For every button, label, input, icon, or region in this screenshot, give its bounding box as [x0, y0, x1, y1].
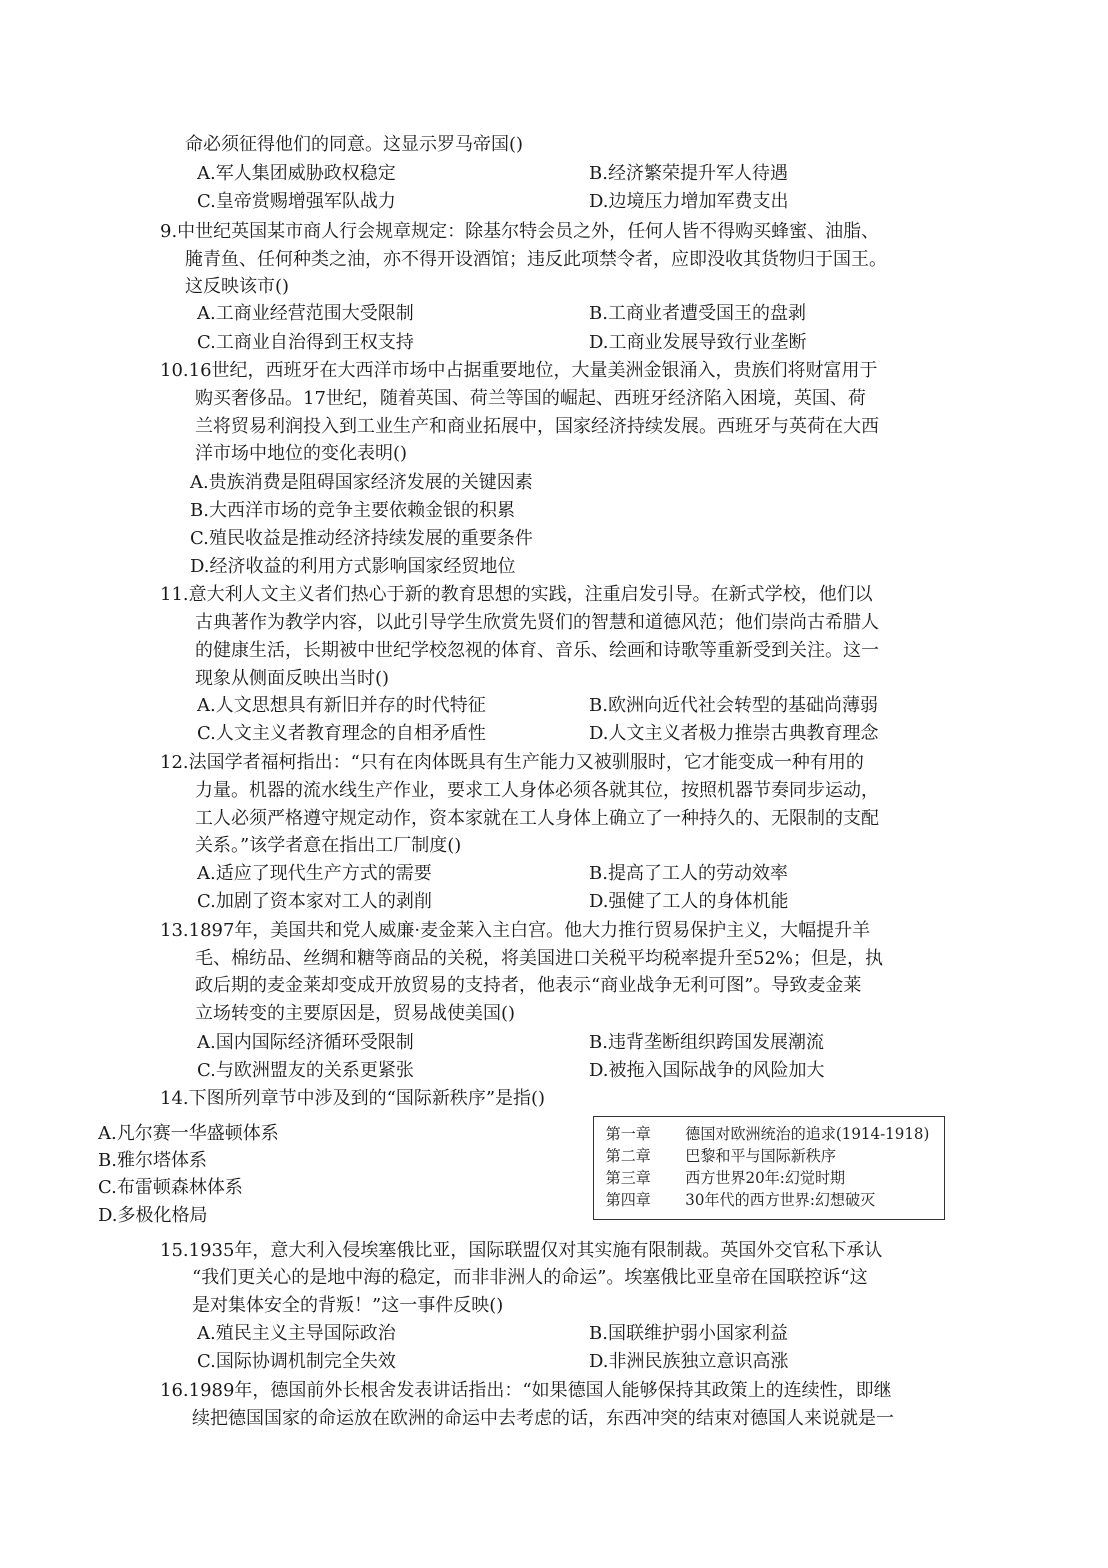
q10-stem-line-1: 10.16世纪，西班牙在大西洋市场中占据重要地位，大量美洲金银涌入，贵族们将财富用于 — [160, 360, 878, 381]
q12-stem-line-2: 力量。机器的流水线生产作业，要求工人身体必须各就其位，按照机器节奏同步运动， — [195, 780, 879, 801]
chapter-title: 巴黎和平与国际新秩序 — [685, 1147, 836, 1165]
q9-stem-line-1: 9.中世纪英国某市商人行会规章规定：除基尔特会员之外，任何人皆不得购买蜂蜜、油脂、 — [160, 221, 880, 242]
chapter-title: 西方世界20年:幻觉时期 — [685, 1169, 846, 1187]
q11-stem-line-4: 现象从侧面反映出当时() — [195, 668, 390, 689]
q9-stem-line-3: 这反映该市() — [185, 276, 290, 297]
q8-option-a[interactable]: A.军人集团威胁政权稳定 — [197, 163, 396, 184]
q11-stem-line-1: 11.意大利人文主义者们热心于新的教育思想的实践，注重启发引导。在新式学校，他们以 — [160, 584, 873, 605]
q8-option-c[interactable]: C.皇帝赏赐增强军队战力 — [197, 191, 396, 212]
q11-option-a[interactable]: A.人文思想具有新旧并存的时代特征 — [197, 695, 486, 716]
q11-option-b[interactable]: B.欧洲向近代社会转型的基础尚薄弱 — [589, 695, 878, 716]
q15-option-d[interactable]: D.非洲民族独立意识高涨 — [589, 1351, 789, 1372]
figure-chapter-row — [594, 1123, 934, 1145]
q13-stem-line-1: 13.1897年，美国共和党人威廉·麦金莱入主白宫。他大力推行贸易保护主义，大幅提升羊 — [160, 920, 871, 941]
q11-stem-line-2: 古典著作为教学内容，以此引导学生欣赏先贤们的智慧和道德风范；他们崇尚古希腊人 — [195, 612, 879, 633]
q13-option-c[interactable]: C.与欧洲盟友的关系更紧张 — [197, 1060, 414, 1081]
q10-option-b[interactable]: B.大西洋市场的竞争主要依赖金银的积累 — [190, 500, 515, 521]
q15-stem-line-3: 是对集体安全的背叛！”这一事件反映() — [192, 1295, 504, 1316]
q11-option-d[interactable]: D.人文主义者极力推崇古典教育理念 — [589, 723, 879, 744]
q10-stem-line-4: 洋市场中地位的变化表明() — [195, 443, 408, 464]
q14-option-b[interactable]: B.雅尔塔体系 — [98, 1150, 207, 1171]
q15-option-a[interactable]: A.殖民主义主导国际政治 — [197, 1323, 396, 1344]
q15-stem-line-1: 15.1935年，意大利入侵埃塞俄比亚，国际联盟仅对其实施有限制裁。英国外交官私下承认 — [160, 1240, 883, 1261]
chapter-title: 德国对欧洲统治的追求(1914-1918) — [685, 1125, 930, 1143]
q12-option-d[interactable]: D.强健了工人的身体机能 — [589, 891, 789, 912]
q12-option-a[interactable]: A.适应了现代生产方式的需要 — [197, 863, 432, 884]
q14-chapter-figure — [593, 1116, 945, 1220]
q8-option-b[interactable]: B.经济繁荣提升军人待遇 — [589, 163, 788, 184]
figure-chapter-row — [594, 1145, 934, 1167]
q16-stem-line-2: 续把德国国家的命运放在欧洲的命运中去考虑的话，东西冲突的结束对德国人来说就是一 — [192, 1408, 894, 1429]
q10-option-c[interactable]: C.殖民收益是推动经济持续发展的重要条件 — [190, 528, 533, 549]
q11-stem-line-3: 的健康生活，长期被中世纪学校忽视的体育、音乐、绘画和诗歌等重新受到关注。这一 — [195, 640, 879, 661]
q9-option-d[interactable]: D.工商业发展导致行业垄断 — [589, 332, 807, 353]
q12-option-b[interactable]: B.提高了工人的劳动效率 — [589, 863, 788, 884]
chapter-number: 第三章 — [605, 1169, 651, 1187]
q11-option-c[interactable]: C.人文主义者教育理念的自相矛盾性 — [197, 723, 486, 744]
q14-option-d[interactable]: D.多极化格局 — [98, 1205, 208, 1226]
q10-stem-line-2: 购买奢侈品。17世纪，随着英国、荷兰等国的崛起、西班牙经济陷入困境，英国、荷 — [195, 388, 866, 409]
q13-option-d[interactable]: D.被拖入国际战争的风险加大 — [589, 1060, 825, 1081]
q12-stem-line-3: 工人必须严格遵守规定动作，资本家就在工人身体上确立了一种持久的、无限制的支配 — [195, 808, 879, 829]
q9-option-b[interactable]: B.工商业者遭受国王的盘剥 — [589, 303, 806, 324]
q10-option-d[interactable]: D.经济收益的利用方式影响国家经贸地位 — [190, 556, 516, 577]
q9-stem-line-2: 腌青鱼、任何种类之油，亦不得开设酒馆；违反此项禁令者，应即没收其货物归于国王。 — [185, 249, 887, 270]
q13-option-b[interactable]: B.违背垄断组织跨国发展潮流 — [589, 1032, 824, 1053]
q9-option-a[interactable]: A.工商业经营范围大受限制 — [197, 303, 414, 324]
q14-option-c[interactable]: C.布雷顿森林体系 — [98, 1177, 243, 1198]
q14-option-a[interactable]: A.凡尔赛一华盛顿体系 — [98, 1123, 279, 1144]
chapter-title: 30年代的西方世界:幻想破灭 — [685, 1191, 876, 1209]
q8-option-d[interactable]: D.边境压力增加军费支出 — [589, 191, 789, 212]
q15-option-b[interactable]: B.国联维护弱小国家利益 — [589, 1323, 788, 1344]
q9-option-c[interactable]: C.工商业自治得到王权支持 — [197, 332, 414, 353]
chapter-number: 第一章 — [605, 1125, 651, 1143]
figure-chapter-row — [594, 1189, 934, 1211]
chapter-number: 第四章 — [605, 1191, 651, 1209]
q10-option-a[interactable]: A.贵族消费是阻碍国家经济发展的关键因素 — [190, 472, 533, 493]
q15-option-c[interactable]: C.国际协调机制完全失效 — [197, 1351, 396, 1372]
q8-stem-tail: 命必须征得他们的同意。这显示罗马帝国() — [185, 134, 524, 155]
figure-chapter-row — [594, 1167, 934, 1189]
chapter-number: 第二章 — [605, 1147, 651, 1165]
q10-stem-line-3: 兰将贸易利润投入到工业生产和商业拓展中，国家经济持续发展。西班牙与英荷在大西 — [195, 416, 879, 437]
q13-stem-line-4: 立场转变的主要原因是，贸易战使美国() — [195, 1003, 516, 1024]
q15-stem-line-2: “我们更关心的是地中海的稳定，而非非洲人的命运”。埃塞俄比亚皇帝在国联控诉“这 — [192, 1267, 868, 1288]
q13-option-a[interactable]: A.国内国际经济循环受限制 — [197, 1032, 414, 1053]
q12-option-c[interactable]: C.加剧了资本家对工人的剥削 — [197, 891, 432, 912]
q13-stem-line-2: 毛、棉纺品、丝绸和糖等商品的关税，将美国进口关税平均税率提升至52%；但是，执 — [195, 948, 884, 969]
q12-stem-line-4: 关系。”该学者意在指出工厂制度() — [195, 835, 462, 856]
q16-stem-line-1: 16.1989年，德国前外长根舍发表讲话指出：“如果德国人能够保持其政策上的连续性，即继 — [160, 1380, 892, 1401]
q12-stem-line-1: 12.法国学者福柯指出：“只有在肉体既具有生产能力又被驯服时，它才能变成一种有用的 — [160, 752, 864, 773]
q14-stem: 14.下图所列章节中涉及到的“国际新秩序”是指() — [160, 1088, 546, 1109]
q13-stem-line-3: 政后期的麦金莱却变成开放贸易的支持者，他表示“商业战争无利可图”。导致麦金莱 — [195, 975, 862, 996]
